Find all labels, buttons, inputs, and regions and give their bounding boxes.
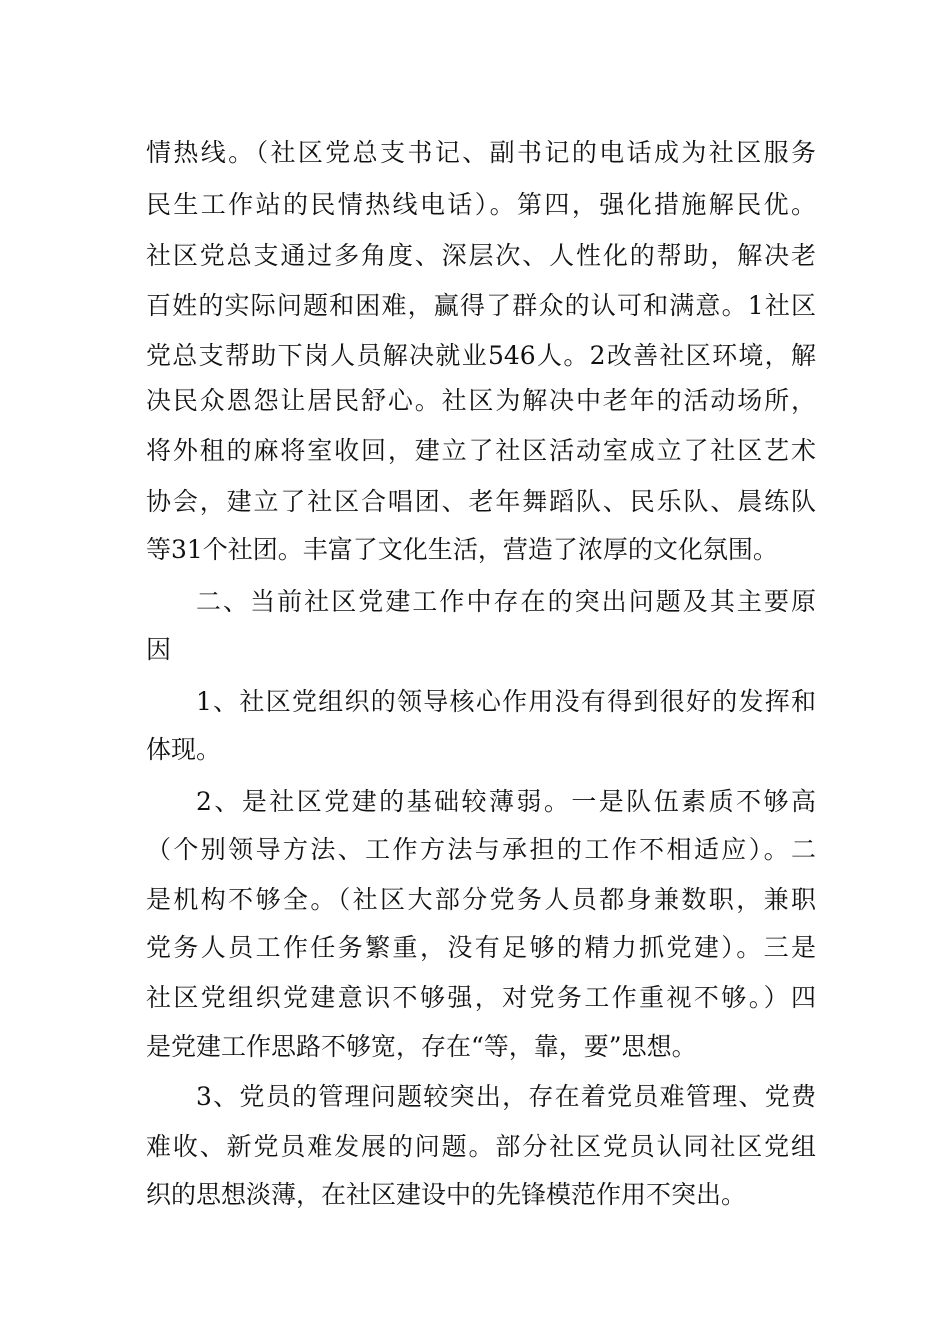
point-3-line-2: 难收、新党员难发展的问题。部分社区党员认同社区党组 xyxy=(146,1132,816,1161)
section-heading-line-1: 二、当前社区党建工作中存在的突出问题及其主要原 xyxy=(196,587,816,616)
paragraph-1-line-2: 民生工作站的民情热线电话）。第四，强化措施解民优。 xyxy=(146,190,816,219)
paragraph-1-line-9: 等31个社团。丰富了文化生活，营造了浓厚的文化氛围。 xyxy=(146,535,778,564)
point-3-line-1: 3、党员的管理问题较突出，存在着党员难管理、党费 xyxy=(196,1082,816,1111)
point-2-line-6: 是党建工作思路不够宽，存在“等，靠，要”思想。 xyxy=(146,1032,697,1061)
point-1-line-2: 体现。 xyxy=(146,735,222,764)
paragraph-1-line-7: 将外租的麻将室收回，建立了社区活动室成立了社区艺术 xyxy=(146,436,816,465)
paragraph-1-line-6: 决民众恩怨让居民舒心。社区为解决中老年的活动场所， xyxy=(146,386,816,415)
paragraph-1-line-5: 党总支帮助下岗人员解决就业546人。2改善社区环境，解 xyxy=(146,341,816,370)
paragraph-1-line-3: 社区党总支通过多角度、深层次、人性化的帮助，解决老 xyxy=(146,241,816,270)
point-2-line-4: 党务人员工作任务繁重，没有足够的精力抓党建）。三是 xyxy=(146,933,816,962)
paragraph-1-line-8: 协会，建立了社区合唱团、老年舞蹈队、民乐队、晨练队 xyxy=(146,487,816,516)
point-2-line-2: （个别领导方法、工作方法与承担的工作不相适应）。二 xyxy=(146,835,816,864)
point-2-line-3: 是机构不够全。（社区大部分党务人员都身兼数职，兼职 xyxy=(146,885,816,914)
paragraph-1-line-1: 情热线。（社区党总支书记、副书记的电话成为社区服务 xyxy=(146,138,816,167)
point-3-line-3: 织的思想淡薄，在社区建设中的先锋模范作用不突出。 xyxy=(146,1180,747,1209)
point-1-line-1: 1、社区党组织的领导核心作用没有得到很好的发挥和 xyxy=(196,687,816,716)
point-2-line-1: 2、是社区党建的基础较薄弱。一是队伍素质不够高 xyxy=(196,787,816,816)
paragraph-1-line-4: 百姓的实际问题和困难，赢得了群众的认可和满意。1社区 xyxy=(146,291,816,320)
section-heading-line-2: 因 xyxy=(146,635,172,664)
point-2-line-5: 社区党组织党建意识不够强，对党务工作重视不够。）四 xyxy=(146,983,816,1012)
